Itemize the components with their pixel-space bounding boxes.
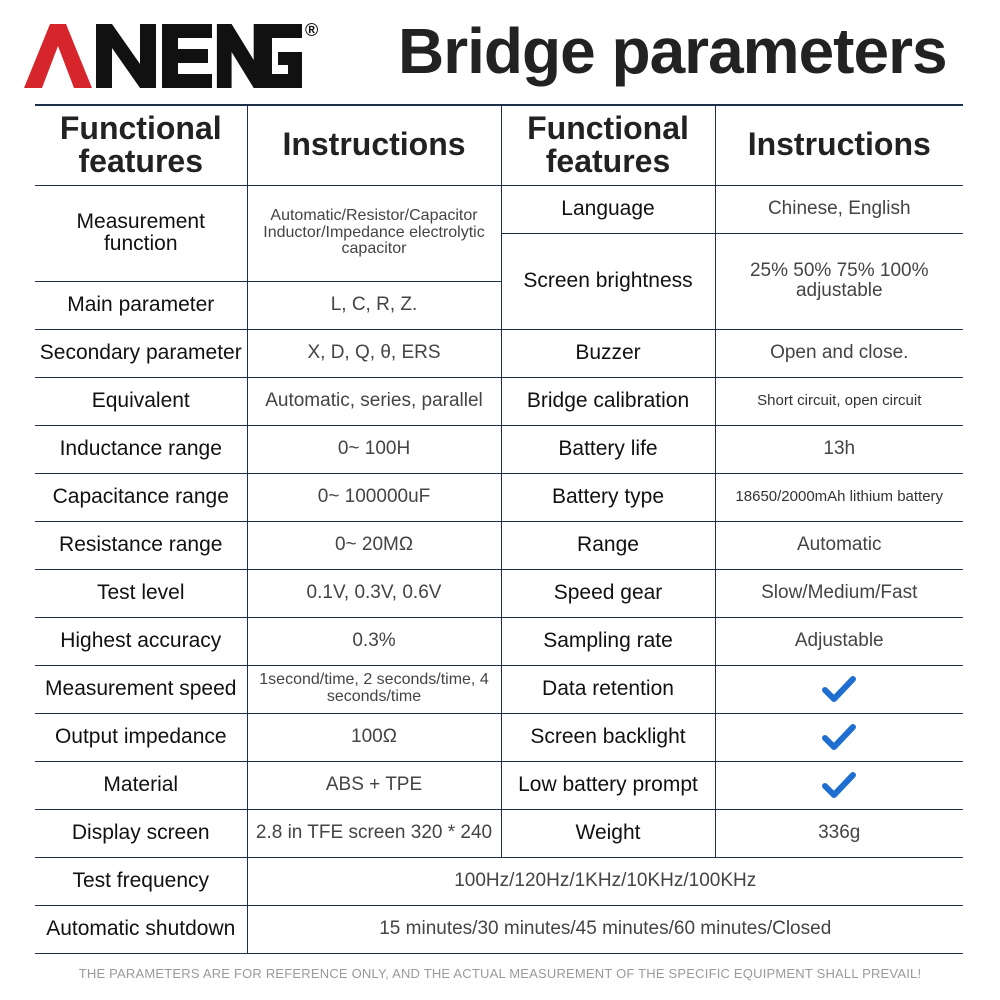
- row-value: L, C, R, Z.: [247, 281, 501, 329]
- table-row: [35, 473, 963, 521]
- table-row: [35, 713, 963, 761]
- row-label: Measurement speed: [35, 665, 247, 713]
- table-row: [35, 569, 963, 617]
- disclaimer-note: THE PARAMETERS ARE FOR REFERENCE ONLY, AND THE ACTUAL MEASUREMENT OF THE SPECIFIC EQUIPMENT SHALL PREVAIL!: [78, 966, 922, 981]
- row-label: Battery type: [501, 473, 715, 521]
- row-value: 336g: [715, 809, 963, 857]
- row-label: Battery life: [501, 425, 715, 473]
- row-label: Automatic shutdown: [35, 905, 247, 953]
- table-row: [35, 665, 963, 713]
- page-header: [0, 0, 1000, 100]
- row-value: 18650/2000mAh lithium battery: [715, 473, 963, 521]
- row-value: Short circuit, open circuit: [715, 377, 963, 425]
- row-label: Language: [501, 185, 715, 233]
- row-label: Test level: [35, 569, 247, 617]
- header-instructions-right: Instructions: [715, 105, 963, 185]
- row-label: Main parameter: [35, 281, 247, 329]
- row-label: Resistance range: [35, 521, 247, 569]
- row-value: Slow/Medium/Fast: [715, 569, 963, 617]
- row-label: Range: [501, 521, 715, 569]
- row-value: Adjustable: [715, 617, 963, 665]
- spec-table: [35, 104, 963, 954]
- header-features-right: Functional features: [501, 105, 715, 185]
- row-label: Output impedance: [35, 713, 247, 761]
- row-value-check: [715, 761, 963, 809]
- check-icon: [822, 774, 856, 795]
- row-label: Test frequency: [35, 857, 247, 905]
- row-value: 15 minutes/30 minutes/45 minutes/60 minutes/Closed: [247, 905, 963, 953]
- page-title: Bridge parameters: [398, 15, 947, 87]
- row-label: Secondary parameter: [35, 329, 247, 377]
- row-label: Material: [35, 761, 247, 809]
- row-value: X, D, Q, θ, ERS: [247, 329, 501, 377]
- row-label: Inductance range: [35, 425, 247, 473]
- table-row-full: [35, 857, 963, 905]
- row-value: 100Ω: [247, 713, 501, 761]
- table-row: [35, 329, 963, 377]
- row-value: Chinese, English: [715, 185, 963, 233]
- table-row: [35, 761, 963, 809]
- row-value: Open and close.: [715, 329, 963, 377]
- header-instructions-left: Instructions: [247, 105, 501, 185]
- row-value: 2.8 in TFE screen 320 * 240: [247, 809, 501, 857]
- row-label: Speed gear: [501, 569, 715, 617]
- row-value: 0.3%: [247, 617, 501, 665]
- table-row-full: [35, 905, 963, 953]
- row-label: Capacitance range: [35, 473, 247, 521]
- row-label: Screen brightness: [501, 233, 715, 329]
- row-value: 0~ 20MΩ: [247, 521, 501, 569]
- row-value: 0~ 100000uF: [247, 473, 501, 521]
- row-value-check: [715, 665, 963, 713]
- check-icon: [822, 678, 856, 699]
- row-value: 0.1V, 0.3V, 0.6V: [247, 569, 501, 617]
- row-label: Data retention: [501, 665, 715, 713]
- row-label: Bridge calibration: [501, 377, 715, 425]
- row-value: ABS + TPE: [247, 761, 501, 809]
- registered-mark: ®: [305, 20, 319, 40]
- row-value: 25% 50% 75% 100% adjustable: [715, 233, 963, 329]
- aneng-logo-mark: [22, 20, 304, 90]
- table-row: [35, 809, 963, 857]
- table-header-row: [35, 105, 963, 185]
- row-label: Screen backlight: [501, 713, 715, 761]
- row-value: Automatic: [715, 521, 963, 569]
- row-label: Sampling rate: [501, 617, 715, 665]
- row-value: 13h: [715, 425, 963, 473]
- row-value: 0~ 100H: [247, 425, 501, 473]
- row-value: Automatic/Resistor/Capacitor Inductor/Impedance electrolytic capacitor: [247, 185, 501, 281]
- aneng-logo: [22, 18, 304, 92]
- table-row: [35, 521, 963, 569]
- check-icon: [822, 726, 856, 747]
- row-value: Automatic, series, parallel: [247, 377, 501, 425]
- row-label: Buzzer: [501, 329, 715, 377]
- row-label: Low battery prompt: [501, 761, 715, 809]
- row-value: 1second/time, 2 seconds/time, 4 seconds/time: [247, 665, 501, 713]
- row-label: Highest accuracy: [35, 617, 247, 665]
- row-label: Display screen: [35, 809, 247, 857]
- row-label: Equivalent: [35, 377, 247, 425]
- table-row: [35, 617, 963, 665]
- row-value: 100Hz/120Hz/1KHz/10KHz/100KHz: [247, 857, 963, 905]
- header-features-left: Functional features: [35, 105, 247, 185]
- row-value-check: [715, 713, 963, 761]
- row-label: Measurement function: [35, 185, 247, 281]
- row-label: Weight: [501, 809, 715, 857]
- table-row: [35, 377, 963, 425]
- table-row: [35, 425, 963, 473]
